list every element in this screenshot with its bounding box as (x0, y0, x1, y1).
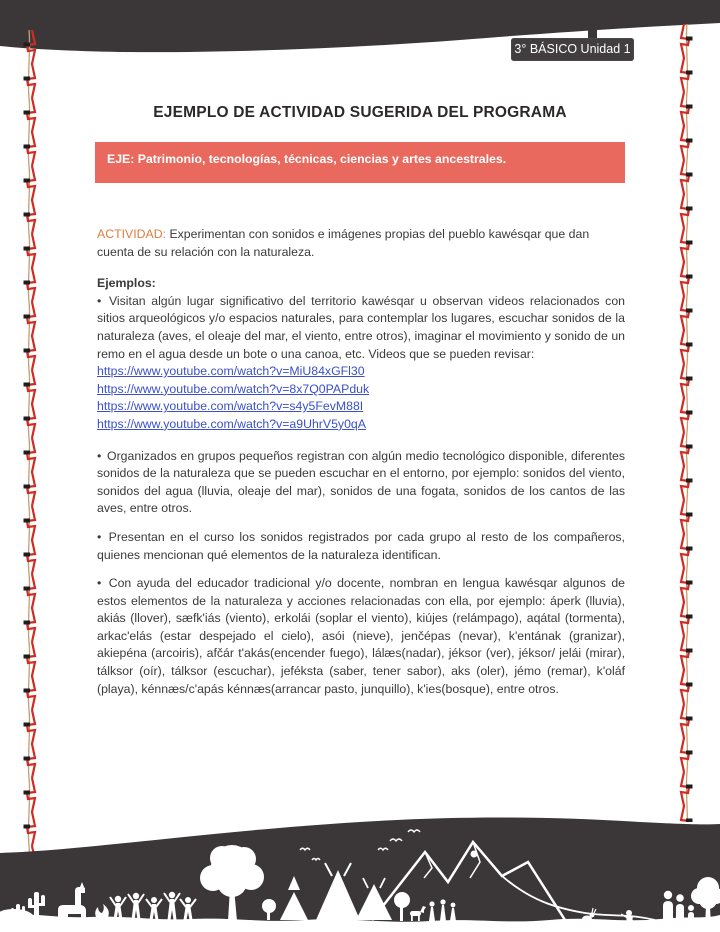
unit-badge: 3° BÁSICO Unidad 1 (511, 38, 634, 61)
left-zigzag-border-icon (18, 30, 42, 852)
bullet-4-text: Con ayuda del educador tradicional y/o docente, nombran en lengua kawésqar algunos de estos elementos de la naturaleza y acciones relacionadas con ella, por ejemplo: áperk (lluvia), akiás (llover), sæfk'iás (viento), erkolái (soplar el viento), kiújes (relámpago), aqátal (tormenta), arkac'elás (estar despejado el cielo), asói (nieve), jenčépas (nevar), k'entának (granizar), akiepéna (arcoiris), afčár t'akás(encender fuego), lálæs(nadar), jéksor (ver), jéksor/ jelái (mirar), tálksor (oír), tálksor (escuchar), jeféksta (saber, tener sabor), aks (oler), jémo (remar), k'oláf (playa), kénnæs/c'apás kénnæs(arrancar pasto, junquillo), k'ies(bosque), entre otros. (97, 576, 625, 696)
document-body (97, 226, 625, 698)
bullet-2-text: Organizados en grupos pequeños registran con algún medio tecnológico disponible, diferentes sonidos de la naturaleza que se pueden escuchar en el entorno, por ejemplo: sonidos del viento, sonidos del agua (lluvia, oleaje del mar), sonidos de una fogata, sonidos de los cantos de las aves, entre otros. (97, 448, 625, 516)
bullet-marker: • (97, 448, 102, 463)
right-zigzag-border-icon (674, 24, 698, 822)
page-title: EJEMPLO DE ACTIVIDAD SUGERIDA DEL PROGRAMA (153, 104, 567, 121)
bullet-item-2 (97, 448, 625, 518)
examples-heading: Ejemplos: (97, 276, 156, 291)
bullet-3-text: Presentan en el curso los sonidos registrados por cada grupo al resto de los compañeros, quienes mencionan qué elementos de la naturaleza identifican. (97, 529, 625, 562)
bullet-marker: • (97, 293, 102, 308)
small-tree-icon (394, 892, 410, 908)
video-link-3[interactable]: https://www.youtube.com/watch?v=s4y5FevM88I (97, 399, 364, 414)
bullet-marker: • (97, 529, 102, 544)
activity-paragraph (97, 226, 625, 261)
activity-label: ACTIVIDAD: (97, 227, 167, 241)
video-link-1[interactable]: https://www.youtube.com/watch?v=MiU84xGFl30 (97, 364, 365, 379)
video-link-2[interactable]: https://www.youtube.com/watch?v=8x7Q0PAPduk (97, 381, 370, 396)
eje-banner (95, 142, 625, 183)
bush-icon (262, 899, 276, 913)
video-link-4[interactable]: https://www.youtube.com/watch?v=a9UhrV5y0qA (97, 416, 366, 431)
bullet-item-3 (97, 529, 625, 564)
video-links-list (97, 363, 625, 433)
bottom-illustration (0, 816, 720, 932)
bullet-1-text: Visitan algún lugar significativo del territorio kawésqar u observan videos relacionados con sitios arqueológicos y/o espacios naturales, para contemplar los lugares, escuchar sonidos de la naturaleza (aves, el oleaje del mar, el viento, entre otros), imaginar el movimiento y sonido de un remo en el agua desde un bote o una canoa, etc. Videos que se pueden revisar: (97, 293, 625, 361)
bullet-item-4 (97, 575, 625, 698)
activity-text: Experimentan con sonidos e imágenes propias del pueblo kawésqar que dan cuenta de su relación con la naturaleza. (97, 227, 590, 259)
bullet-item-1 (97, 293, 625, 363)
eje-banner-text: EJE: Patrimonio, tecnologías, técnicas, ciencias y artes ancestrales. (107, 152, 507, 166)
bullet-marker: • (97, 576, 102, 591)
